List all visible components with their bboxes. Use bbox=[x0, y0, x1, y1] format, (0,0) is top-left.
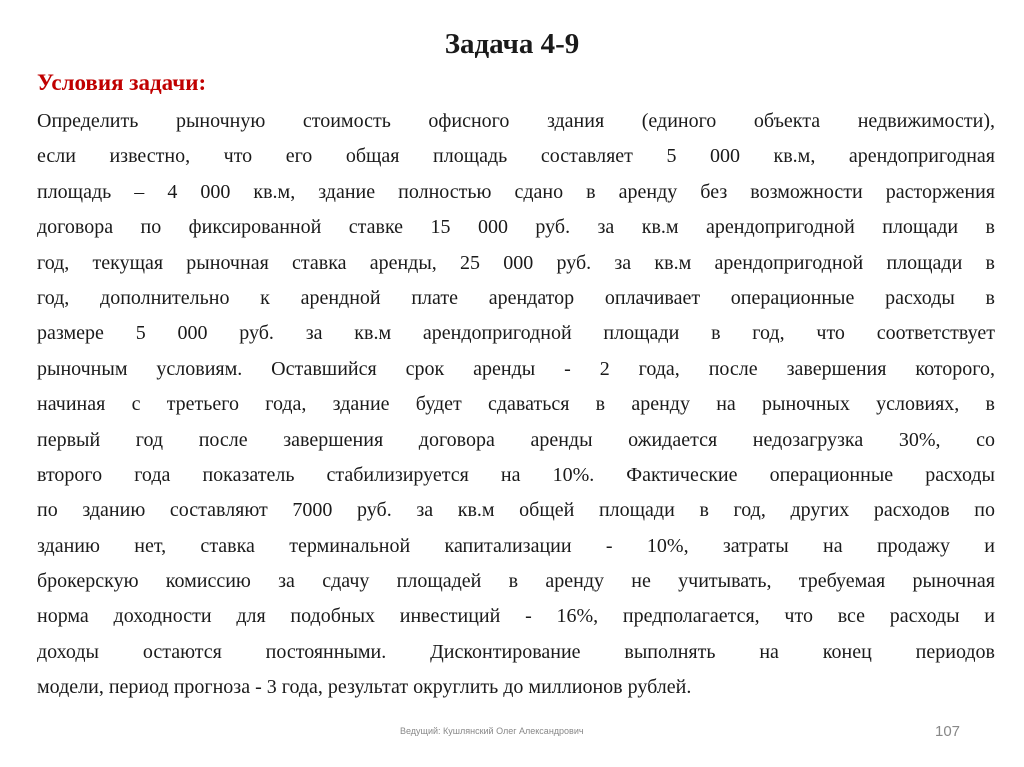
text-line: по зданию составляют 7000 руб. за кв.м общей площади в год, других расходов по bbox=[37, 499, 995, 522]
page-number: 107 bbox=[935, 723, 961, 740]
text-line: зданию нет, ставка терминальной капитализации - 10%, затраты на продажу и bbox=[37, 534, 995, 557]
text-line: доходы остаются постоянными. Дисконтирование выполнять на конец периодов bbox=[37, 640, 995, 663]
presenter-footer: Ведущий: Кушлянский Олег Александрович bbox=[400, 726, 584, 736]
text-line: норма доходности для подобных инвестиций - 16%, предполагается, что все расходы и bbox=[37, 605, 995, 628]
text-line: год, дополнительно к арендной плате арендатор оплачивает операционные расходы в bbox=[37, 286, 995, 309]
text-line: первый год после завершения договора аренды ожидается недозагрузка 30%, со bbox=[37, 428, 995, 451]
text-line: брокерскую комиссию за сдачу площадей в аренду не учитывать, требуемая рыночная bbox=[37, 570, 995, 593]
conditions-heading: Условия задачи: bbox=[37, 70, 207, 95]
text-line: год, текущая рыночная ставка аренды, 25 000 руб. за кв.м арендопригодной площади в bbox=[37, 251, 995, 274]
text-line: начиная с третьего года, здание будет сдаваться в аренду на рыночных условиях, в bbox=[37, 393, 995, 416]
text-line: договора по фиксированной ставке 15 000 руб. за кв.м арендопригодной площади в bbox=[37, 216, 995, 239]
text-line: Определить рыночную стоимость офисного здания (единого объекта недвижимости), bbox=[37, 110, 995, 132]
text-line: модели, период прогноза - 3 года, результат округлить до миллионов рублей. bbox=[37, 676, 692, 699]
text-line: размере 5 000 руб. за кв.м арендопригодной площади в год, что соответствует bbox=[37, 322, 995, 345]
text-line: площадь – 4 000 кв.м, здание полностью сдано в аренду без возможности расторжения bbox=[37, 180, 995, 203]
slide-title: Задача 4-9 bbox=[444, 28, 580, 60]
text-line: рыночным условиям. Оставшийся срок аренды - 2 года, после завершения которого, bbox=[37, 357, 995, 380]
text-line: если известно, что его общая площадь составляет 5 000 кв.м, арендопригодная bbox=[37, 145, 995, 168]
text-line: второго года показатель стабилизируется на 10%. Фактические операционные расходы bbox=[37, 463, 995, 486]
problem-text bbox=[37, 104, 995, 706]
